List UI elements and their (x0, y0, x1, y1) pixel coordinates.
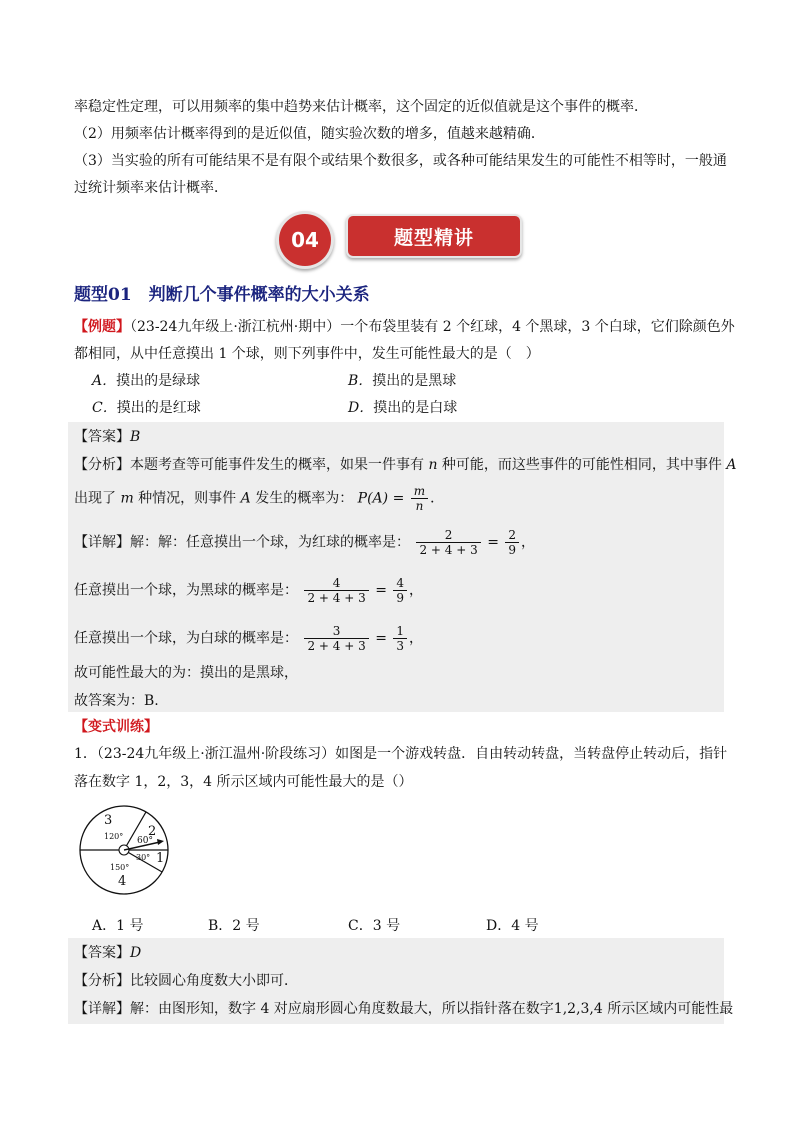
spinner-angle-30: 30° (136, 853, 151, 862)
red-fraction: $\frac{2}{2 + 4 + 3}$ (416, 528, 480, 557)
example-question-text-1: （23-24九年级上·浙江杭州·期中）一个布袋里装有 2 个红球，4 个黑球，3 个白球，它们除颜色外 (130, 319, 735, 335)
white-fraction: $\frac{3}{2 + 4 + 3}$ (304, 624, 368, 653)
intro-line-2: （2）用频率估计概率得到的是近似值，随实验次数的增多，值越来越精确． (74, 126, 545, 142)
answer-letter: B (130, 429, 141, 445)
variant-option-a: A．1 号 (92, 918, 144, 934)
spinner-pointer-head (157, 839, 164, 845)
white-result: $\frac{1}{3}$ (393, 624, 407, 653)
spinner-angle-150: 150° (110, 863, 130, 872)
section-number-badge: 04 (276, 211, 334, 269)
spinner-figure (74, 800, 184, 900)
detail-line-red: 【详解】解：解：任意摸出一个球，为红球的概率是： $\frac{2}{2 + 4 + 3}$ = $\frac{2}{9}$ ， (74, 528, 536, 557)
option-a: A．摸出的是绿球 (92, 373, 201, 389)
black-fraction: $\frac{4}{2 + 4 + 3}$ (304, 576, 368, 605)
variant-analysis-line: 【分析】比较圆心角度数大小即可． (74, 973, 298, 989)
analysis-line-2: 出现了 m 种情况，则事件 A 发生的概率为： P(A) = $\frac{m}{n}$ ． (74, 484, 445, 513)
variant-answer-line: 【答案】D (74, 945, 142, 961)
spinner-label-3: 3 (104, 813, 113, 828)
spinner-label-2: 2 (148, 824, 157, 839)
detail-answer: 故答案为：B. (74, 693, 159, 709)
variant-question-line-1: 1．（23-24九年级上·浙江温州·阶段练习）如图是一个游戏转盘．自由转动转盘，当转盘停止转动后，指针 (74, 746, 728, 762)
intro-line-1: 率稳定性定理，可以用频率的集中趋势来估计概率，这个固定的近似值就是这个事件的概率． (74, 99, 648, 115)
answer-line (74, 426, 140, 446)
intro-line-4: 过统计频率来估计概率． (74, 180, 228, 196)
example-question-line-2: 都相同，从中任意摸出 1 个球，则下列事件中，发生可能性最大的是（ ） (74, 346, 540, 362)
option-d: D．摸出的是白球 (348, 400, 458, 416)
option-b: B．摸出的是黑球 (348, 373, 457, 389)
intro-line-3: （3）当实验的所有可能结果不是有限个或结果个数很多，或各种可能结果发生的可能性不相等时，一般通 (74, 153, 727, 169)
analysis-line-1: 【分析】本题考查等可能事件发生的概率，如果一件事有 n 种可能，而这些事件的可能性相同，其中事件 A (74, 457, 737, 473)
detail-line-black: 任意摸出一个球，为黑球的概率是： $\frac{4}{2 + 4 + 3}$ = $\frac{4}{9}$ ， (74, 576, 424, 605)
answer-tag: 【答案】 (74, 429, 130, 445)
topic-heading: 题型01 判断几个事件概率的大小关系 (74, 285, 370, 305)
red-result: $\frac{2}{9}$ (505, 528, 519, 557)
spinner-label-4: 4 (118, 874, 127, 889)
variant-question-line-2: 落在数字 1，2，3，4 所示区域内可能性最大的是（） (74, 774, 413, 790)
formula-p: P(A) = (357, 490, 405, 507)
section-title-badge: 题型精讲 (346, 214, 522, 258)
example-tag: 【例题】 (74, 319, 130, 335)
detail-conclusion: 故可能性最大的为：摸出的是黑球， (74, 665, 298, 681)
variant-option-d: D．4 号 (486, 918, 539, 934)
formula-fraction: $\frac{m}{n}$ (411, 484, 428, 513)
spinner-angle-120: 120° (104, 832, 124, 841)
variant-option-b: B．2 号 (208, 918, 260, 934)
variant-detail-line: 【详解】解：由图形知，数字 4 对应扇形圆心角度数最大，所以指针落在数字1,2,3,4 所示区域内可能性最 (74, 1001, 734, 1017)
variant-option-c: C．3 号 (348, 918, 401, 934)
detail-line-white: 任意摸出一个球，为白球的概率是： $\frac{3}{2 + 4 + 3}$ = $\frac{1}{3}$ ， (74, 624, 424, 653)
spinner-label-1: 1 (156, 851, 165, 866)
option-c: C．摸出的是红球 (92, 400, 201, 416)
black-result: $\frac{4}{9}$ (393, 576, 407, 605)
spinner-angle-60: 60° (137, 836, 153, 846)
variant-tag: 【变式训练】 (74, 719, 158, 735)
example-question-line-1 (74, 316, 735, 336)
